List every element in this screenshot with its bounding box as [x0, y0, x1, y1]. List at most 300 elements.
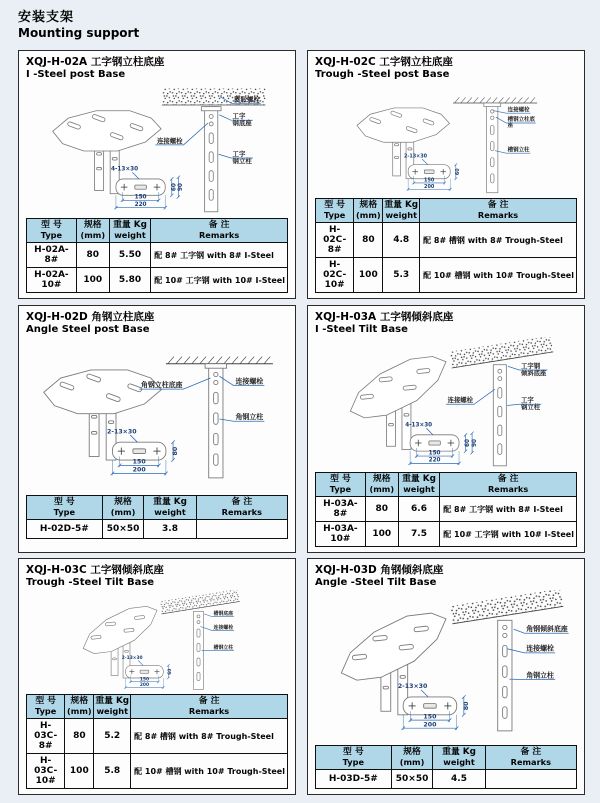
header-zh: 备 注 — [497, 474, 519, 485]
cell-type: H-02C-10# — [316, 258, 354, 293]
header-zh: 重量 Kg — [95, 696, 130, 707]
header-en: Type — [34, 705, 57, 716]
cell-spec: 100 — [354, 258, 383, 293]
cell-spec: 80 — [354, 223, 383, 258]
header-en: weight — [385, 209, 417, 220]
iso-base-plate — [341, 346, 455, 429]
plan-center-slot — [140, 670, 149, 673]
connecting-bolt — [197, 621, 200, 624]
plate-slot — [417, 368, 430, 373]
plan-center-slot — [133, 449, 145, 453]
hatch-tick — [530, 98, 535, 104]
header-zh: 型 号 — [330, 474, 351, 485]
cell-weight: 5.50 — [109, 243, 150, 268]
panel-xqj-h-03c — [18, 558, 296, 795]
hole-note: 2-13×30 — [397, 683, 428, 691]
hatch-tick — [200, 357, 206, 364]
header-zh: 规格 — [373, 474, 391, 485]
iso-base-plate — [76, 598, 164, 662]
hole-leader — [426, 428, 433, 435]
table-header-row — [316, 199, 577, 223]
column-slot — [491, 126, 495, 135]
header-en: (mm) — [369, 483, 395, 494]
iso-base-plate — [44, 370, 162, 414]
vertical-dim-text: 90 — [471, 439, 478, 448]
hatch-tick — [264, 357, 270, 364]
spec-table — [26, 495, 288, 539]
cell-spec: 50×50 — [391, 770, 433, 789]
concrete-ceiling — [159, 590, 239, 614]
column-slot — [214, 413, 218, 425]
diagram-label: 工字钢立柱 — [521, 397, 541, 412]
header-zh: 规格 — [70, 696, 89, 707]
column-slot — [214, 454, 218, 466]
post-slot — [112, 158, 117, 160]
panel-xqj-h-02c — [307, 50, 585, 299]
table-header-row — [27, 496, 288, 520]
ceiling-speckle — [159, 590, 239, 614]
connecting-bolt — [498, 369, 502, 373]
technical-drawing — [315, 590, 577, 738]
dimension-text: 200 — [423, 721, 437, 729]
dimension-text: 220 — [428, 457, 441, 464]
header-en: weight — [403, 483, 435, 494]
header-cell — [196, 496, 287, 520]
column-slot — [503, 666, 507, 678]
diagram-label: 工字钢倾斜底座 — [521, 363, 547, 378]
plate-slot — [360, 394, 373, 399]
dimension-text: 150 — [139, 677, 150, 683]
diagram-label: 槽钢立柱 — [213, 645, 234, 652]
table-row — [316, 497, 577, 522]
hatch-tick — [224, 357, 230, 364]
panel-xqj-h-02a — [18, 50, 296, 299]
header-cell — [391, 746, 433, 770]
page-header — [18, 6, 139, 40]
plate-outline — [341, 346, 455, 429]
vertical-dim-text: 90 — [178, 183, 185, 192]
column-slot — [214, 392, 218, 404]
hole-note: 4-13×30 — [111, 166, 139, 173]
plate-outline — [53, 111, 161, 151]
concrete-ceiling — [450, 590, 564, 624]
dimension-text: 150 — [134, 194, 147, 201]
hatch-tick — [461, 98, 466, 104]
hole-leader — [422, 159, 428, 165]
header-en: Remarks — [198, 229, 240, 240]
connecting-bolt — [214, 380, 218, 384]
diagram-label: 槽钢立柱 — [507, 147, 530, 154]
plate-outline — [357, 108, 450, 142]
header-cell — [131, 695, 288, 719]
header-cell — [102, 496, 144, 520]
header-cell — [316, 199, 354, 223]
header-cell — [65, 695, 94, 719]
spec-table — [26, 218, 288, 293]
cell-weight: 4.5 — [433, 770, 485, 789]
post-slot — [400, 676, 405, 679]
diagram-label: 连接螺栓 — [235, 377, 264, 386]
vertical-dim-text: 60 — [171, 183, 178, 192]
plate-slot — [373, 635, 388, 641]
header-zh: 备 注 — [208, 220, 230, 231]
column-slot — [209, 152, 213, 163]
hatch-tick — [256, 357, 262, 364]
header-en: Type — [53, 506, 76, 517]
header-cell — [398, 473, 439, 497]
table-header-row — [316, 746, 577, 770]
diagram-label: 角钢倾斜底座 — [526, 625, 568, 634]
header-cell — [485, 746, 576, 770]
hole-leader — [138, 660, 143, 665]
connecting-bolt — [197, 615, 200, 618]
header-zh: 规格 — [84, 220, 102, 231]
diagram-label: 连接螺栓 — [507, 107, 530, 114]
header-cell — [420, 199, 577, 223]
header-zh: 型 号 — [41, 220, 62, 231]
header-en: (mm) — [356, 209, 381, 220]
cell-remarks: 配 8# 槽钢 with 8# Trough-Steel — [420, 223, 577, 258]
plan-center-slot — [424, 170, 434, 174]
iso-assembly — [341, 346, 455, 450]
header-zh: 规格 — [359, 200, 378, 211]
technical-drawing — [26, 82, 288, 218]
header-cell — [27, 496, 103, 520]
column-seat — [201, 107, 221, 111]
column-slot — [197, 658, 200, 666]
header-en: Type — [342, 756, 365, 767]
diagram-label: 角钢立柱底座 — [140, 381, 183, 390]
cell-remarks: 配 10# 工字钢 with 10# Ⅰ-Steel — [440, 522, 577, 547]
cell-type: H-02A-8# — [27, 243, 77, 268]
header-cell — [440, 473, 577, 497]
spec-table — [315, 198, 577, 293]
hatch-tick — [176, 357, 182, 364]
column-slot — [197, 629, 200, 637]
header-zh: 重量 Kg — [384, 200, 419, 211]
hole-leader — [421, 690, 428, 697]
vertical-dim-text: 60 — [465, 439, 472, 448]
dimension-text: 150 — [424, 177, 435, 184]
vertical-dim-text: 60 — [168, 668, 174, 675]
header-cell — [27, 695, 65, 719]
column-slot — [197, 644, 200, 652]
cell-type: H-03C-10# — [27, 754, 65, 789]
post-slot — [394, 144, 398, 146]
cell-weight: 7.5 — [398, 522, 439, 547]
table-header-row — [27, 219, 288, 243]
cell-type: H-02D-5# — [27, 520, 103, 539]
header-cell — [151, 219, 288, 243]
header-zh: 型 号 — [324, 200, 345, 211]
post-slot — [383, 686, 388, 689]
header-en: (mm) — [399, 756, 425, 767]
cell-weight: 5.80 — [109, 268, 150, 293]
spec-table — [315, 472, 577, 547]
diagram-label: 连接螺栓 — [213, 625, 234, 632]
header-en: Type — [329, 483, 352, 494]
header-en: Remarks — [477, 209, 519, 220]
header-cell — [433, 746, 485, 770]
header-zh: 重量 Kg — [153, 497, 187, 508]
hatch-tick — [208, 357, 214, 364]
column-slot — [491, 174, 495, 183]
panel-title-zh: XQJ-H-02A 工字钢立柱底座 — [26, 56, 165, 68]
hatch-tick — [499, 98, 504, 104]
panel-title-zh: XQJ-H-03D 角钢倾斜底座 — [315, 564, 444, 576]
hatch-tick — [492, 98, 497, 104]
plan-center-slot — [429, 441, 440, 445]
hatch-tick — [248, 357, 254, 364]
cell-remarks: 配 8# 槽钢 with 8# Trough-Steel — [131, 719, 288, 754]
cell-remarks: 配 10# 工字钢 with 10# Ⅰ-Steel — [151, 268, 288, 293]
plate-slot — [379, 377, 392, 382]
header-en: Remarks — [221, 506, 262, 517]
diagram-label: 工字钢底座 — [232, 112, 252, 128]
panel-title-en: Trough -Steel Tilt Base — [26, 576, 155, 588]
header-cell — [76, 219, 109, 243]
cell-type: H-03C-8# — [27, 719, 65, 754]
plate-outline — [76, 598, 164, 662]
table-header-row — [316, 473, 577, 497]
vertical-dim-text: 60 — [454, 168, 461, 176]
column-seat — [205, 364, 226, 368]
header-en: weight — [114, 229, 146, 240]
header-zh: 备 注 — [520, 747, 542, 758]
header-cell — [109, 219, 150, 243]
header-zh: 备 注 — [231, 497, 253, 508]
diagram-label: 槽钢底座 — [213, 611, 234, 618]
plan-view — [107, 428, 179, 475]
header-zh: 重量 Kg — [113, 220, 147, 231]
column-slot — [209, 190, 213, 201]
header-cell — [144, 496, 196, 520]
plan-center-slot — [424, 704, 436, 708]
diagram-label: 角钢立柱 — [526, 671, 554, 680]
plan-center-slot — [135, 185, 146, 189]
hatch-tick — [232, 357, 238, 364]
cell-type: H-03D-5# — [316, 770, 392, 789]
panel-title-zh: XQJ-H-03C 工字钢倾斜底座 — [26, 564, 164, 576]
cell-spec: 50×50 — [102, 520, 144, 539]
hatch-tick — [524, 98, 529, 104]
table-row — [27, 243, 288, 268]
cell-spec: 100 — [65, 754, 94, 789]
cell-remarks: 配 10# 槽钢 with 10# Trough-Steel — [131, 754, 288, 789]
dimension-text: 220 — [134, 202, 147, 209]
column-slot — [498, 388, 502, 399]
iso-base-plate — [357, 108, 450, 142]
table-row — [27, 719, 288, 754]
header-zh: 型 号 — [343, 747, 364, 758]
connecting-bolt — [491, 116, 494, 119]
header-en: weight — [96, 705, 128, 716]
page-title-zh: 安装支架 — [18, 10, 75, 25]
dimension-text: 200 — [424, 183, 435, 190]
hatch-tick — [505, 98, 510, 104]
spec-table — [315, 745, 577, 789]
spec-table — [26, 694, 288, 789]
plate-outline — [44, 370, 162, 414]
cell-type: H-02A-10# — [27, 268, 77, 293]
technical-drawing — [26, 590, 288, 694]
plate-slot — [399, 644, 414, 650]
cell-weight: 5.3 — [383, 258, 420, 293]
hatch-tick — [511, 98, 516, 104]
cell-weight: 4.8 — [383, 223, 420, 258]
ceiling-speckle — [450, 590, 564, 624]
post-slot — [408, 148, 412, 150]
cell-remarks — [196, 520, 287, 539]
column-slot — [197, 672, 200, 680]
iso-base-plate — [53, 111, 161, 151]
hatch-tick — [467, 98, 472, 104]
table-row — [27, 268, 288, 293]
column-slot — [498, 444, 502, 455]
table-header-row — [27, 695, 288, 719]
header-cell — [27, 219, 77, 243]
post-slot — [389, 424, 394, 426]
plate-slot — [134, 615, 144, 619]
header-cell — [94, 695, 131, 719]
hatch-tick — [240, 357, 246, 364]
technical-drawing — [26, 337, 288, 485]
panel-title-en: Angle -Steel Tilt Base — [315, 576, 437, 588]
plate-slot — [414, 626, 429, 632]
column-slot — [498, 425, 502, 436]
header-zh: 备 注 — [198, 696, 220, 707]
vertical-dim-text: 80 — [172, 446, 180, 456]
diagram-label: 膨胀螺栓 — [234, 95, 260, 104]
header-zh: 规格 — [114, 497, 132, 508]
hatch-tick — [473, 98, 478, 104]
header-en: weight — [443, 756, 475, 767]
cell-weight: 3.8 — [144, 520, 196, 539]
dimension-text: 150 — [132, 458, 146, 466]
cell-type: H-03A-8# — [316, 497, 366, 522]
cell-spec: 100 — [76, 268, 109, 293]
panel-title-en: Angle Steel post Base — [26, 323, 150, 335]
cell-remarks: 配 8# 工字钢 with 8# Ⅰ-Steel — [151, 243, 288, 268]
connecting-bolt — [498, 377, 502, 381]
plate-slot — [352, 654, 367, 660]
dimension-text: 150 — [428, 450, 441, 457]
cell-type: H-02C-8# — [316, 223, 354, 258]
cell-remarks — [485, 770, 576, 789]
cell-spec: 80 — [365, 497, 398, 522]
hatch-tick — [184, 357, 190, 364]
diagram-label: 连接螺栓 — [157, 136, 183, 145]
header-en: Remarks — [487, 483, 529, 494]
header-en: Type — [40, 229, 63, 240]
column-slot — [503, 686, 507, 698]
table-row — [316, 522, 577, 547]
panel-title-zh: XQJ-H-03A 工字钢倾斜底座 — [315, 311, 454, 323]
connecting-bolt — [503, 625, 507, 629]
cell-remarks: 配 10# 槽钢 with 10# Trough-Steel — [420, 258, 577, 293]
hole-note: 2-13×30 — [107, 428, 137, 436]
header-en: Remarks — [510, 756, 551, 767]
header-en: Type — [323, 209, 346, 220]
diagram-label: 槽钢立柱底座 — [507, 117, 535, 130]
diagram-label: 连接螺栓 — [447, 397, 474, 405]
post-slot — [404, 414, 409, 416]
panel-xqj-h-02d — [18, 305, 296, 553]
header-cell — [365, 473, 398, 497]
hatch-tick — [486, 98, 491, 104]
panel-title-zh: XQJ-H-02D 角钢立柱底座 — [26, 311, 155, 323]
cell-type: H-03A-10# — [316, 522, 366, 547]
cell-weight: 5.8 — [94, 754, 131, 789]
post-slot — [108, 421, 113, 424]
panel-title-en: Ⅰ -Steel Tilt Base — [315, 323, 408, 335]
hatch-tick — [216, 357, 222, 364]
header-en: (mm) — [67, 705, 92, 716]
header-en: (mm) — [80, 229, 106, 240]
post-slot — [394, 156, 398, 158]
cell-weight: 5.2 — [94, 719, 131, 754]
connecting-bolt — [209, 115, 213, 119]
plan-view — [111, 167, 184, 210]
table-row — [27, 520, 288, 539]
hole-leader — [130, 435, 137, 442]
table-row — [316, 770, 577, 789]
page-title-en: Mounting support — [18, 26, 140, 40]
panel-title-en: Ⅰ -Steel post Base — [26, 68, 126, 80]
plan-view — [404, 154, 461, 191]
dimension-text: 150 — [423, 713, 437, 721]
plate-slot — [105, 622, 115, 626]
diagram-label: 工字钢立柱 — [232, 150, 252, 165]
post-slot — [91, 416, 96, 419]
diagram-label: 连接螺栓 — [526, 644, 554, 653]
header-zh: 型 号 — [54, 497, 75, 508]
header-cell — [316, 473, 366, 497]
hole-leader — [132, 172, 139, 179]
technical-drawing — [315, 82, 577, 198]
table-row — [27, 754, 288, 789]
header-en: Remarks — [188, 705, 230, 716]
header-zh: 规格 — [403, 747, 421, 758]
column-seat — [484, 103, 501, 107]
header-cell — [354, 199, 383, 223]
header-cell — [383, 199, 420, 223]
hatch-tick — [454, 98, 459, 104]
column-slot — [503, 645, 507, 657]
hole-note: 4-13×30 — [405, 422, 433, 429]
connecting-bolt — [503, 633, 507, 637]
header-zh: 重量 Kg — [442, 747, 476, 758]
connecting-bolt — [491, 110, 494, 113]
plate-slot — [403, 385, 416, 390]
iso-base-plate — [332, 601, 457, 692]
header-cell — [316, 746, 392, 770]
hole-note: 2-13×30 — [403, 153, 428, 160]
hatch-tick — [192, 357, 198, 364]
table-row — [316, 258, 577, 293]
column-slot — [503, 707, 507, 719]
connecting-bolt — [214, 372, 218, 376]
vertical-dim-text: 80 — [462, 701, 470, 711]
panel-title-zh: XQJ-H-02C 工字钢立柱底座 — [315, 56, 453, 68]
plan-view — [405, 423, 478, 465]
column-slot — [498, 406, 502, 417]
technical-drawing — [315, 337, 577, 472]
column-slot — [491, 158, 495, 167]
cell-weight: 6.6 — [398, 497, 439, 522]
hatch-tick — [480, 98, 485, 104]
cell-spec: 100 — [365, 522, 398, 547]
